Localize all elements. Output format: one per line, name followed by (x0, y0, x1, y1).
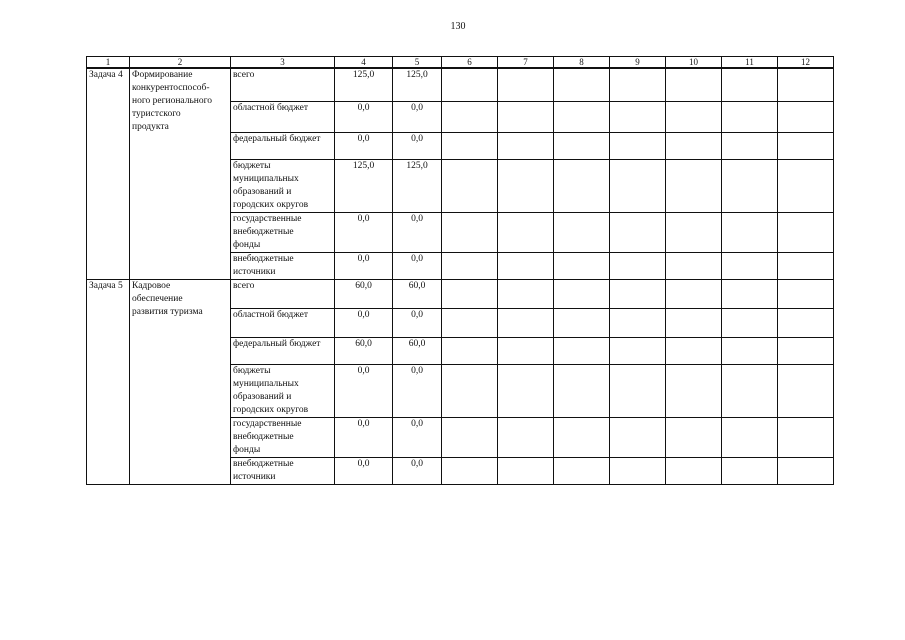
column-header: 10 (666, 57, 722, 69)
empty-cell (778, 68, 834, 101)
empty-cell (722, 132, 778, 159)
empty-cell (722, 364, 778, 417)
empty-cell (554, 101, 610, 132)
empty-cell (778, 417, 834, 457)
empty-cell (778, 457, 834, 484)
empty-cell (554, 337, 610, 364)
empty-cell (554, 132, 610, 159)
empty-cell (722, 101, 778, 132)
funding-source (231, 417, 335, 457)
empty-cell (498, 279, 554, 308)
value-cell: 60,0 (393, 279, 442, 308)
empty-cell (778, 212, 834, 252)
task-name-line: Кадровое (132, 280, 171, 291)
table-row (87, 279, 834, 308)
funding-source (231, 279, 335, 308)
funding-source-line: внебюджетные (233, 226, 294, 237)
empty-cell (610, 279, 666, 308)
value-cell: 0,0 (335, 364, 393, 417)
empty-cell (610, 417, 666, 457)
empty-cell (778, 364, 834, 417)
empty-cell (442, 337, 498, 364)
empty-cell (442, 101, 498, 132)
empty-cell (722, 279, 778, 308)
value-cell: 60,0 (335, 337, 393, 364)
funding-source-line: муниципальных (233, 378, 299, 389)
task-name-line: обеспечение (132, 293, 183, 304)
task-id: Задача 4 (87, 68, 130, 279)
funding-source-line: областной бюджет (233, 102, 309, 113)
header-row (87, 57, 834, 69)
empty-cell (778, 252, 834, 279)
empty-cell (666, 279, 722, 308)
empty-cell (610, 457, 666, 484)
column-header: 6 (442, 57, 498, 69)
column-header: 9 (610, 57, 666, 69)
column-header: 1 (87, 57, 130, 69)
funding-source-line: внебюджетные (233, 431, 294, 442)
empty-cell (666, 252, 722, 279)
empty-cell (498, 337, 554, 364)
funding-source-line: фонды (233, 239, 261, 250)
value-cell: 0,0 (335, 101, 393, 132)
value-cell: 0,0 (335, 417, 393, 457)
empty-cell (498, 364, 554, 417)
funding-source-line: федеральный бюджет (233, 133, 321, 144)
empty-cell (554, 252, 610, 279)
empty-cell (498, 68, 554, 101)
empty-cell (442, 364, 498, 417)
funding-source (231, 252, 335, 279)
empty-cell (666, 337, 722, 364)
funding-source-line: городских округов (233, 404, 309, 415)
value-cell: 125,0 (393, 159, 442, 212)
empty-cell (498, 132, 554, 159)
value-cell: 0,0 (393, 132, 442, 159)
empty-cell (778, 101, 834, 132)
empty-cell (610, 252, 666, 279)
task-name-line: Формирование (132, 70, 193, 80)
empty-cell (442, 68, 498, 101)
empty-cell (778, 159, 834, 212)
task-name (130, 68, 231, 279)
empty-cell (610, 132, 666, 159)
empty-cell (498, 252, 554, 279)
empty-cell (610, 364, 666, 417)
empty-cell (722, 457, 778, 484)
funding-source (231, 308, 335, 337)
funding-source (231, 457, 335, 484)
empty-cell (666, 457, 722, 484)
empty-cell (554, 364, 610, 417)
value-cell: 0,0 (335, 212, 393, 252)
empty-cell (442, 417, 498, 457)
task-name-line: конкурентоспособ- (132, 83, 210, 93)
value-cell: 60,0 (393, 337, 442, 364)
funding-source-line: федеральный бюджет (233, 338, 321, 349)
empty-cell (442, 212, 498, 252)
column-header: 4 (335, 57, 393, 69)
funding-source-line: источники (233, 266, 276, 277)
task-name (130, 279, 231, 484)
empty-cell (722, 68, 778, 101)
funding-source-line: источники (233, 471, 276, 482)
empty-cell (666, 417, 722, 457)
empty-cell (666, 68, 722, 101)
empty-cell (498, 308, 554, 337)
empty-cell (442, 457, 498, 484)
funding-source-line: государственные (233, 213, 302, 224)
column-header: 7 (498, 57, 554, 69)
funding-source-line: городских округов (233, 199, 309, 210)
funding-source-line: областной бюджет (233, 309, 309, 320)
value-cell: 60,0 (335, 279, 393, 308)
empty-cell (498, 457, 554, 484)
empty-cell (666, 308, 722, 337)
funding-source-line: всего (233, 70, 255, 80)
empty-cell (498, 101, 554, 132)
value-cell: 0,0 (335, 457, 393, 484)
column-header: 3 (231, 57, 335, 69)
empty-cell (442, 308, 498, 337)
empty-cell (666, 364, 722, 417)
column-header: 2 (130, 57, 231, 69)
funding-source (231, 101, 335, 132)
value-cell: 0,0 (393, 101, 442, 132)
value-cell: 125,0 (335, 68, 393, 101)
column-header: 12 (778, 57, 834, 69)
funding-source (231, 364, 335, 417)
task-name-line: развития туризма (132, 306, 203, 317)
value-cell: 125,0 (393, 68, 442, 101)
value-cell: 0,0 (335, 308, 393, 337)
empty-cell (778, 308, 834, 337)
empty-cell (722, 159, 778, 212)
empty-cell (442, 132, 498, 159)
empty-cell (666, 159, 722, 212)
empty-cell (722, 417, 778, 457)
empty-cell (554, 308, 610, 337)
empty-cell (442, 252, 498, 279)
task-name-line: туристского (132, 109, 181, 119)
funding-source-line: образований и (233, 391, 292, 402)
empty-cell (666, 132, 722, 159)
empty-cell (666, 212, 722, 252)
value-cell: 0,0 (335, 132, 393, 159)
funding-source-line: внебюджетные (233, 458, 294, 469)
empty-cell (610, 101, 666, 132)
empty-cell (498, 417, 554, 457)
funding-source (231, 337, 335, 364)
funding-source-line: бюджеты (233, 160, 271, 171)
empty-cell (610, 308, 666, 337)
column-header: 11 (722, 57, 778, 69)
empty-cell (778, 132, 834, 159)
funding-source (231, 159, 335, 212)
task-name-line: продукта (132, 122, 169, 132)
empty-cell (778, 337, 834, 364)
value-cell: 0,0 (393, 364, 442, 417)
table-row (87, 68, 834, 101)
empty-cell (666, 101, 722, 132)
funding-source (231, 212, 335, 252)
empty-cell (554, 457, 610, 484)
value-cell: 0,0 (335, 252, 393, 279)
funding-source-line: фонды (233, 444, 261, 455)
value-cell: 0,0 (393, 308, 442, 337)
funding-source-line: внебюджетные (233, 253, 294, 264)
funding-source-line: государственные (233, 418, 302, 429)
empty-cell (554, 68, 610, 101)
empty-cell (554, 279, 610, 308)
empty-cell (778, 279, 834, 308)
empty-cell (722, 212, 778, 252)
empty-cell (498, 212, 554, 252)
value-cell: 0,0 (393, 417, 442, 457)
column-header: 8 (554, 57, 610, 69)
funding-source (231, 132, 335, 159)
budget-table (86, 56, 834, 485)
empty-cell (554, 417, 610, 457)
page-number: 130 (450, 21, 466, 32)
funding-source (231, 68, 335, 101)
empty-cell (554, 212, 610, 252)
funding-source-line: муниципальных (233, 173, 299, 184)
empty-cell (610, 68, 666, 101)
empty-cell (610, 337, 666, 364)
value-cell: 0,0 (393, 212, 442, 252)
empty-cell (722, 252, 778, 279)
empty-cell (442, 159, 498, 212)
funding-source-line: образований и (233, 186, 292, 197)
empty-cell (610, 212, 666, 252)
funding-source-line: бюджеты (233, 365, 271, 376)
table-body (87, 68, 834, 484)
value-cell: 0,0 (393, 457, 442, 484)
empty-cell (722, 308, 778, 337)
empty-cell (610, 159, 666, 212)
task-name-line: ного регионального (132, 96, 213, 106)
task-id: Задача 5 (87, 279, 130, 484)
value-cell: 0,0 (393, 252, 442, 279)
empty-cell (554, 159, 610, 212)
column-header: 5 (393, 57, 442, 69)
empty-cell (498, 159, 554, 212)
value-cell: 125,0 (335, 159, 393, 212)
empty-cell (722, 337, 778, 364)
empty-cell (442, 279, 498, 308)
funding-source-line: всего (233, 280, 255, 291)
